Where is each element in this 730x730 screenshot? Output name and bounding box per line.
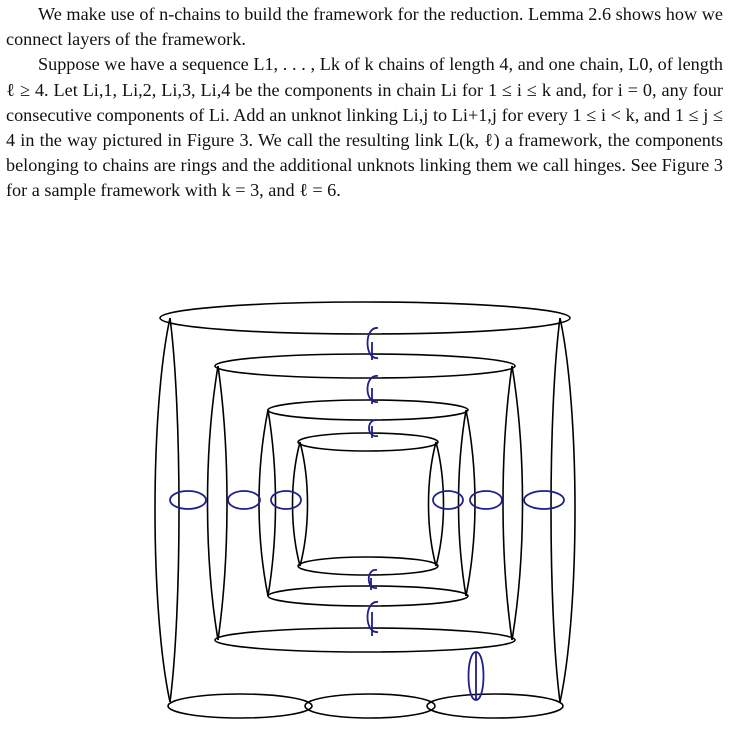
ring-layer3-bottom xyxy=(268,586,468,606)
body-text xyxy=(6,2,723,204)
hinge-bottom-2 xyxy=(368,602,379,636)
hinge-bottom-right xyxy=(469,652,484,700)
ring-outer-right xyxy=(560,318,575,702)
hinge-top-1 xyxy=(368,328,379,360)
ring-layer3-top xyxy=(268,400,468,420)
ring-layer2-right-inner xyxy=(503,366,512,640)
ring-layer2-bottom xyxy=(215,628,515,652)
ring-layer2-left xyxy=(208,366,219,640)
hinge-bottom-1 xyxy=(369,570,377,590)
ring-outer-top xyxy=(160,302,570,334)
ring-outer-right-inner xyxy=(551,318,560,702)
framework-figure xyxy=(140,290,590,730)
ring-inner-bottom xyxy=(298,557,438,575)
ring-layer2-top xyxy=(215,354,515,378)
ring-bottom-2 xyxy=(305,694,435,718)
ring-outer-left xyxy=(155,318,170,702)
paragraph-2: Suppose we have a sequence L1, . . . , Lk of k chains of length 4, and one chain, L0, of length ℓ ≥ 4. Let Li,1, Li,2, Li,3, Li,4 be the components in chain Li for 1 ≤ i ≤ k and, for i = 0, any four consecutive components of Li. Add an unknot linking Li,j to Li+1,j for every 1 ≤ i < k, and 1 ≤ j ≤ 4 in the way pictured in Figure 3. We call the resulting link L(k, ℓ) a framework, the components belonging to chains are rings and the additional unknots linking them we call hinges. See Figure 3 for a sample framework with k = 3, and ℓ = 6. xyxy=(6,54,723,201)
ring-bottom-1 xyxy=(168,694,312,718)
hinge-right-3 xyxy=(524,491,564,509)
ring-bottom-3 xyxy=(427,694,563,718)
ring-outer-left-inner xyxy=(170,318,179,702)
hinge-left-1 xyxy=(170,491,206,509)
ring-inner-right xyxy=(436,442,444,566)
ring-layer2-right xyxy=(512,366,523,640)
hinge-left-2 xyxy=(228,491,260,509)
paragraph-1: We make use of n-chains to build the framework for the reduction. Lemma 2.6 shows how we connect layers of the framework. xyxy=(6,4,723,50)
ring-layer2-left-inner xyxy=(218,366,227,640)
ring-inner-top xyxy=(298,433,438,451)
framework-diagram xyxy=(140,290,590,730)
ring-layer3-left xyxy=(259,410,268,596)
hinge-top-3 xyxy=(369,420,378,438)
ring-inner-left-inner xyxy=(300,442,308,566)
